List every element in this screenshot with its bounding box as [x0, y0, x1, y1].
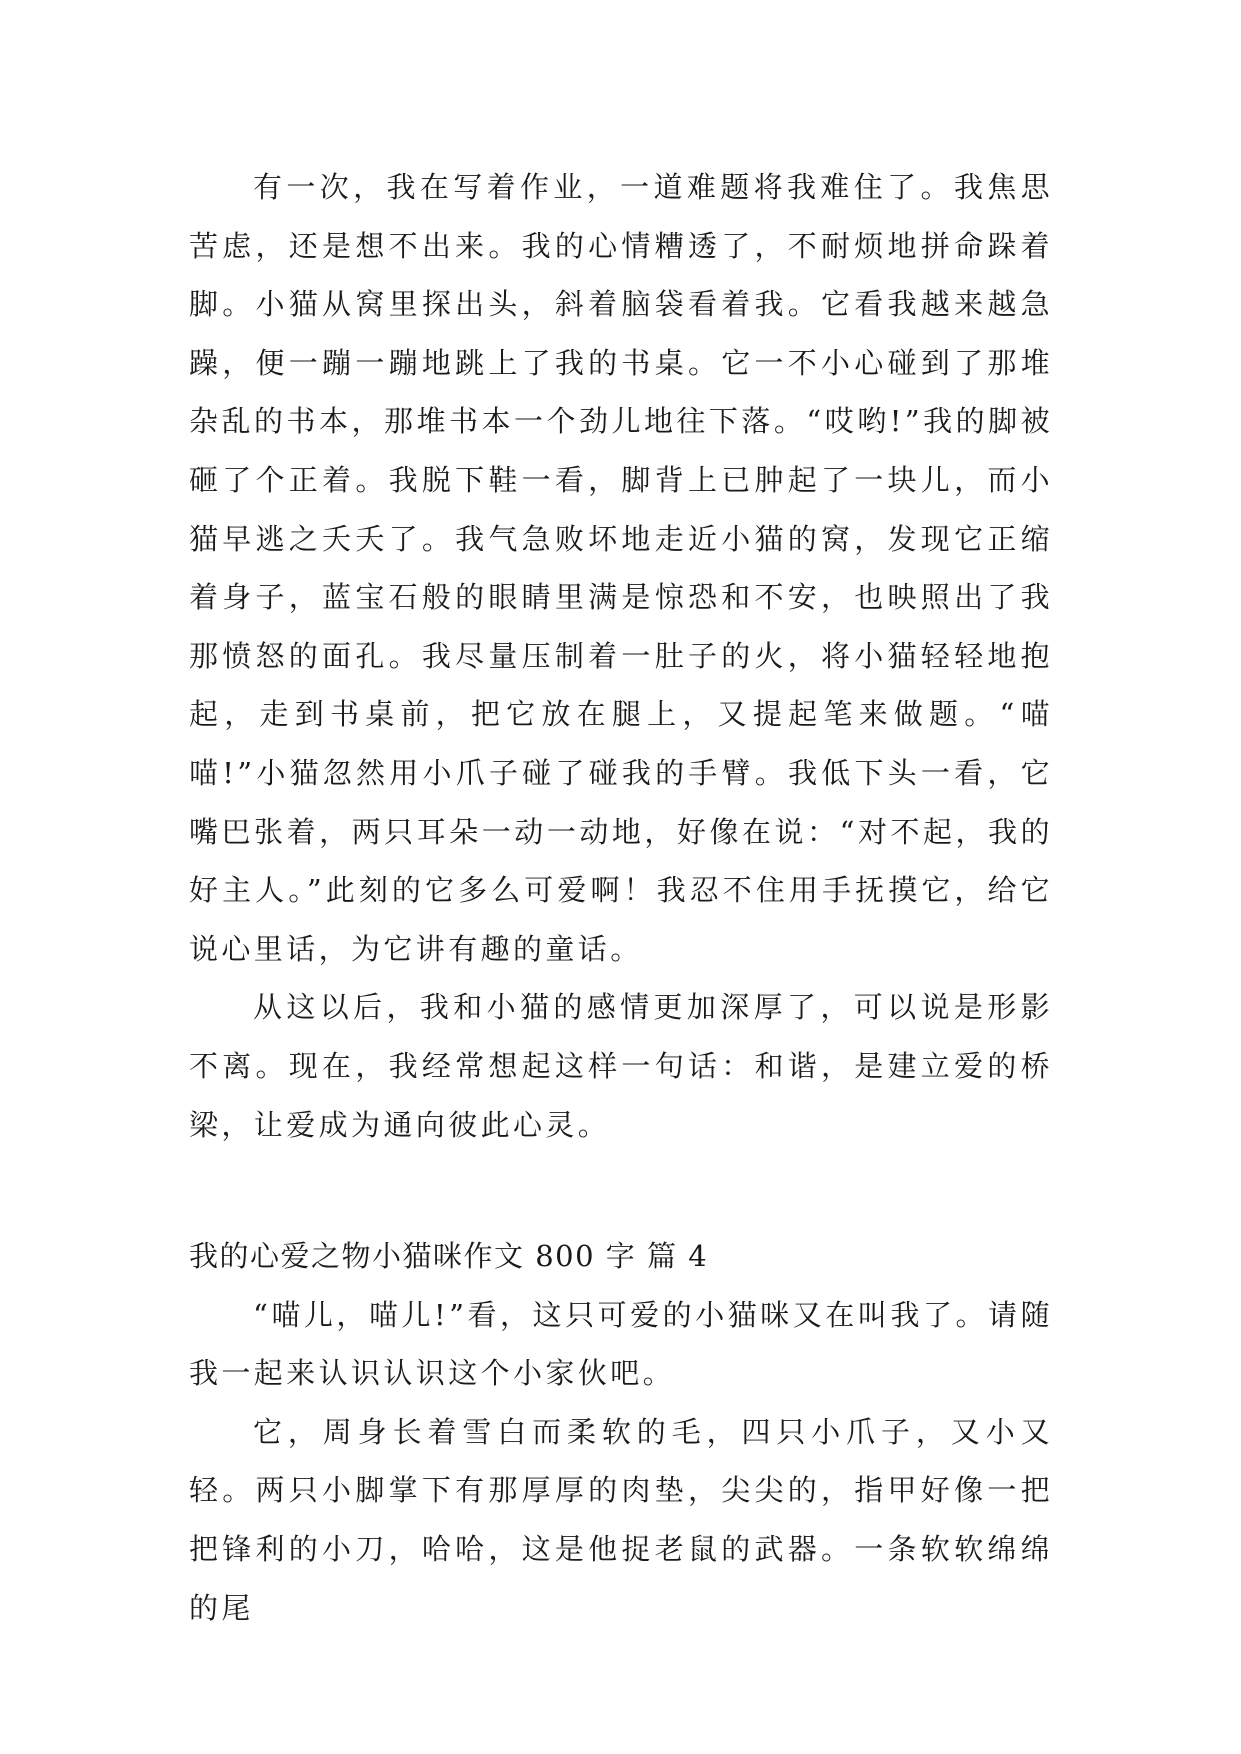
paragraph-cat-introduction: “喵儿，喵儿!”看，这只可爱的小猫咪又在叫我了。请随我一起来认识认识这个小家伙吧。	[189, 1297, 1053, 1391]
paragraph-cat-description: 它，周身长着雪白而柔软的毛，四只小爪子，又小又轻。两只小脚掌下有那厚厚的肉垫，尖尖的，指甲好像一把把锋利的小刀，哈哈，这是他捉老鼠的武器。一条软软绵绵的尾	[189, 1414, 1053, 1625]
section-heading: 我的心爱之物小猫咪作文 800 字 篇 4	[189, 1239, 709, 1274]
document-body	[189, 158, 1053, 1637]
paragraph-friendship-conclusion: 从这以后，我和小猫的感情更加深厚了，可以说是形影不离。现在，我经常想起这样一句话：和谐，是建立爱的桥梁，让爱成为通向彼此心灵。	[189, 990, 1053, 1142]
paragraph-cat-homework-story: 有一次，我在写着作业，一道难题将我难住了。我焦思苦虑，还是想不出来。我的心情糟透了，不耐烦地拼命跺着脚。小猫从窝里探出头，斜着脑袋看着我。它看我越来越急躁，便一蹦一蹦地跳上了我的书桌。它一不小心碰到了那堆杂乱的书本，那堆书本一个劲儿地往下落。“哎哟!”我的脚被砸了个正着。我脱下鞋一看，脚背上已肿起了一块儿，而小猫早逃之夭夭了。我气急败坏地走近小猫的窝，发现它正缩着身子，蓝宝石般的眼睛里满是惊恐和不安，也映照出了我那愤怒的面孔。我尽量压制着一肚子的火，将小猫轻轻地抱起，走到书桌前，把它放在腿上，又提起笔来做题。“喵喵!”小猫忽然用小爪子碰了碰我的手臂。我低下头一看，它嘴巴张着，两只耳朵一动一动地，好像在说：“对不起，我的好主人。”此刻的它多么可爱啊！我忍不住用手抚摸它，给它说心里话，为它讲有趣的童话。	[189, 170, 1053, 966]
